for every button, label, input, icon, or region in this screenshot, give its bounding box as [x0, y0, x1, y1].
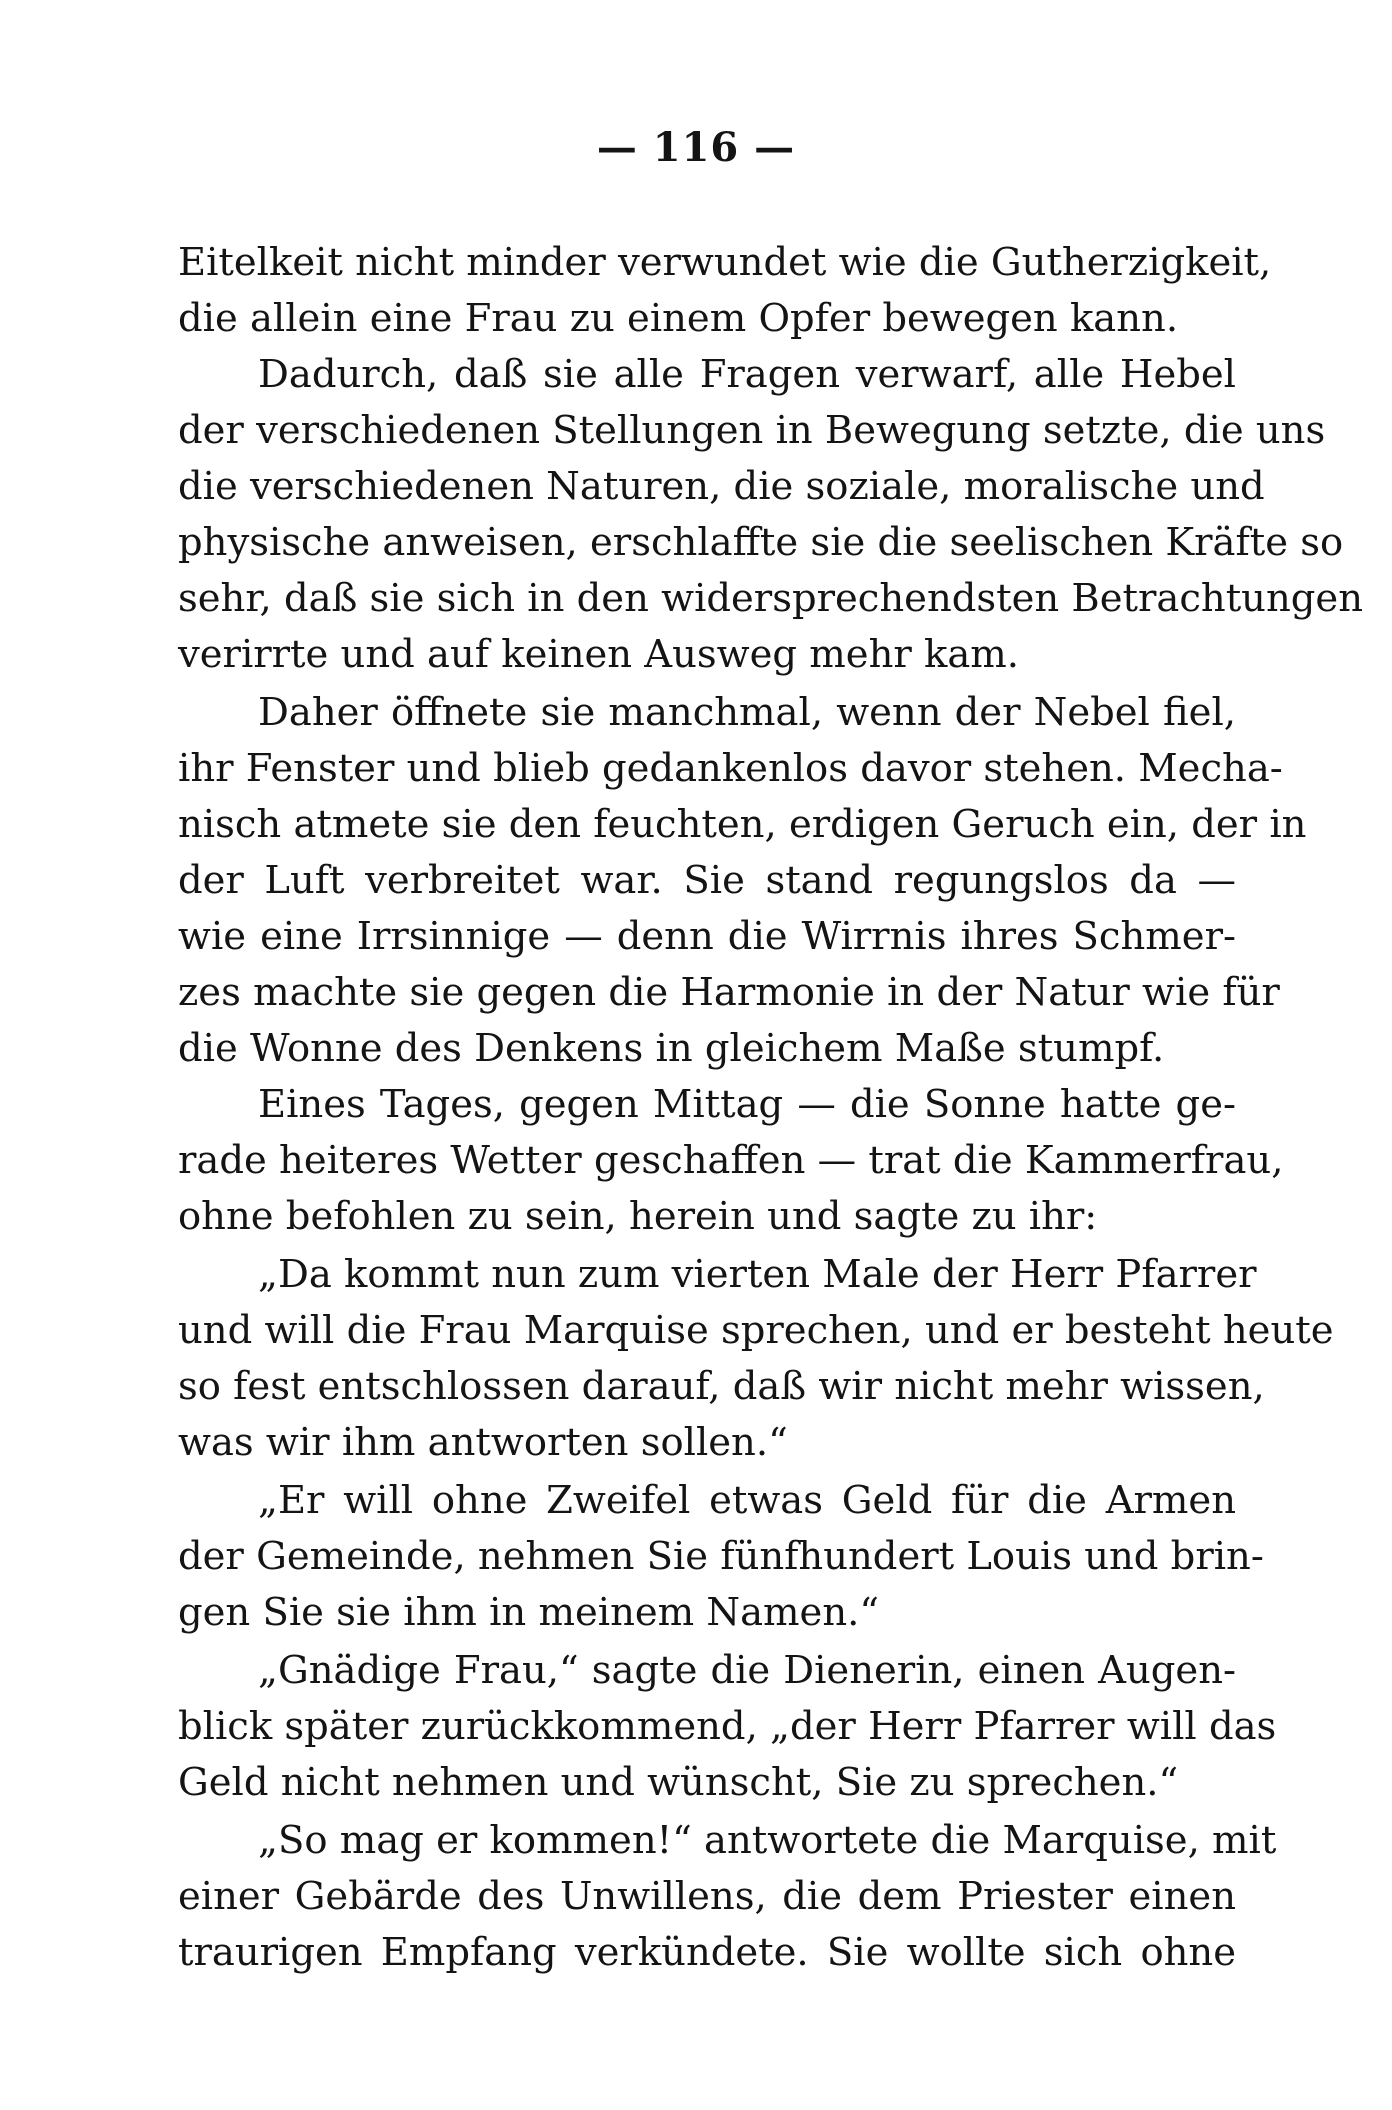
text-line: so fest entschlossen darauf, daß wir nicht mehr wissen, — [178, 1364, 1265, 1409]
text-line: ohne befohlen zu sein, herein und sagte zu ihr: — [178, 1194, 1098, 1239]
text-line: „Er will ohne Zweifel etwas Geld für die Armen — [258, 1478, 1236, 1523]
text-line: gen Sie sie ihm in meinem Namen.“ — [178, 1590, 880, 1635]
text-line: Eitelkeit nicht minder verwundet wie die Gutherzigkeit, — [178, 240, 1272, 285]
text-line: verirrte und auf keinen Ausweg mehr kam. — [178, 632, 1020, 677]
text-line: physische anweisen, erschlaffte sie die seelischen Kräfte so — [178, 520, 1344, 565]
text-line: „Gnädige Frau,“ sagte die Dienerin, einen Augen- — [258, 1648, 1236, 1693]
text-line: Geld nicht nehmen und wünscht, Sie zu sprechen.“ — [178, 1760, 1179, 1805]
text-line: ihr Fenster und blieb gedankenlos davor stehen. Mecha- — [178, 746, 1283, 791]
text-line: Dadurch, daß sie alle Fragen verwarf, alle Hebel — [258, 352, 1236, 397]
text-line: nisch atmete sie den feuchten, erdigen Geruch ein, der in — [178, 802, 1307, 847]
text-line: was wir ihm antworten sollen.“ — [178, 1420, 788, 1465]
page-number: — 116 — — [596, 124, 796, 171]
text-line: Eines Tages, gegen Mittag — die Sonne hatte ge- — [258, 1082, 1236, 1127]
text-line: sehr, daß sie sich in den widersprechendsten Betrachtungen — [178, 576, 1363, 621]
text-line: die verschiedenen Naturen, die soziale, moralische und — [178, 464, 1265, 509]
text-line: blick später zurückkommend, „der Herr Pfarrer will das — [178, 1704, 1277, 1749]
text-line: einer Gebärde des Unwillens, die dem Priester einen — [178, 1874, 1236, 1919]
text-line: traurigen Empfang verkündete. Sie wollte sich ohne — [178, 1930, 1236, 1975]
text-line: Daher öffnete sie manchmal, wenn der Nebel fiel, — [258, 690, 1236, 735]
text-line: zes machte sie gegen die Harmonie in der Natur wie für — [178, 970, 1280, 1015]
text-line: rade heiteres Wetter geschaffen — trat die Kammerfrau, — [178, 1138, 1284, 1183]
text-line: „So mag er kommen!“ antwortete die Marquise, mit — [258, 1818, 1277, 1863]
text-line: „Da kommt nun zum vierten Male der Herr Pfarrer — [258, 1252, 1257, 1297]
text-line: der Luft verbreitet war. Sie stand regungslos da — — [178, 858, 1236, 903]
text-line: und will die Frau Marquise sprechen, und er besteht heute — [178, 1308, 1334, 1353]
text-line: der Gemeinde, nehmen Sie fünfhundert Louis und brin- — [178, 1534, 1264, 1579]
text-line: die allein eine Frau zu einem Opfer bewegen kann. — [178, 296, 1179, 341]
text-line: der verschiedenen Stellungen in Bewegung setzte, die uns — [178, 408, 1326, 453]
text-line: wie eine Irrsinnige — denn die Wirrnis ihres Schmer- — [178, 914, 1236, 959]
text-line: die Wonne des Denkens in gleichem Maße stumpf. — [178, 1026, 1165, 1071]
